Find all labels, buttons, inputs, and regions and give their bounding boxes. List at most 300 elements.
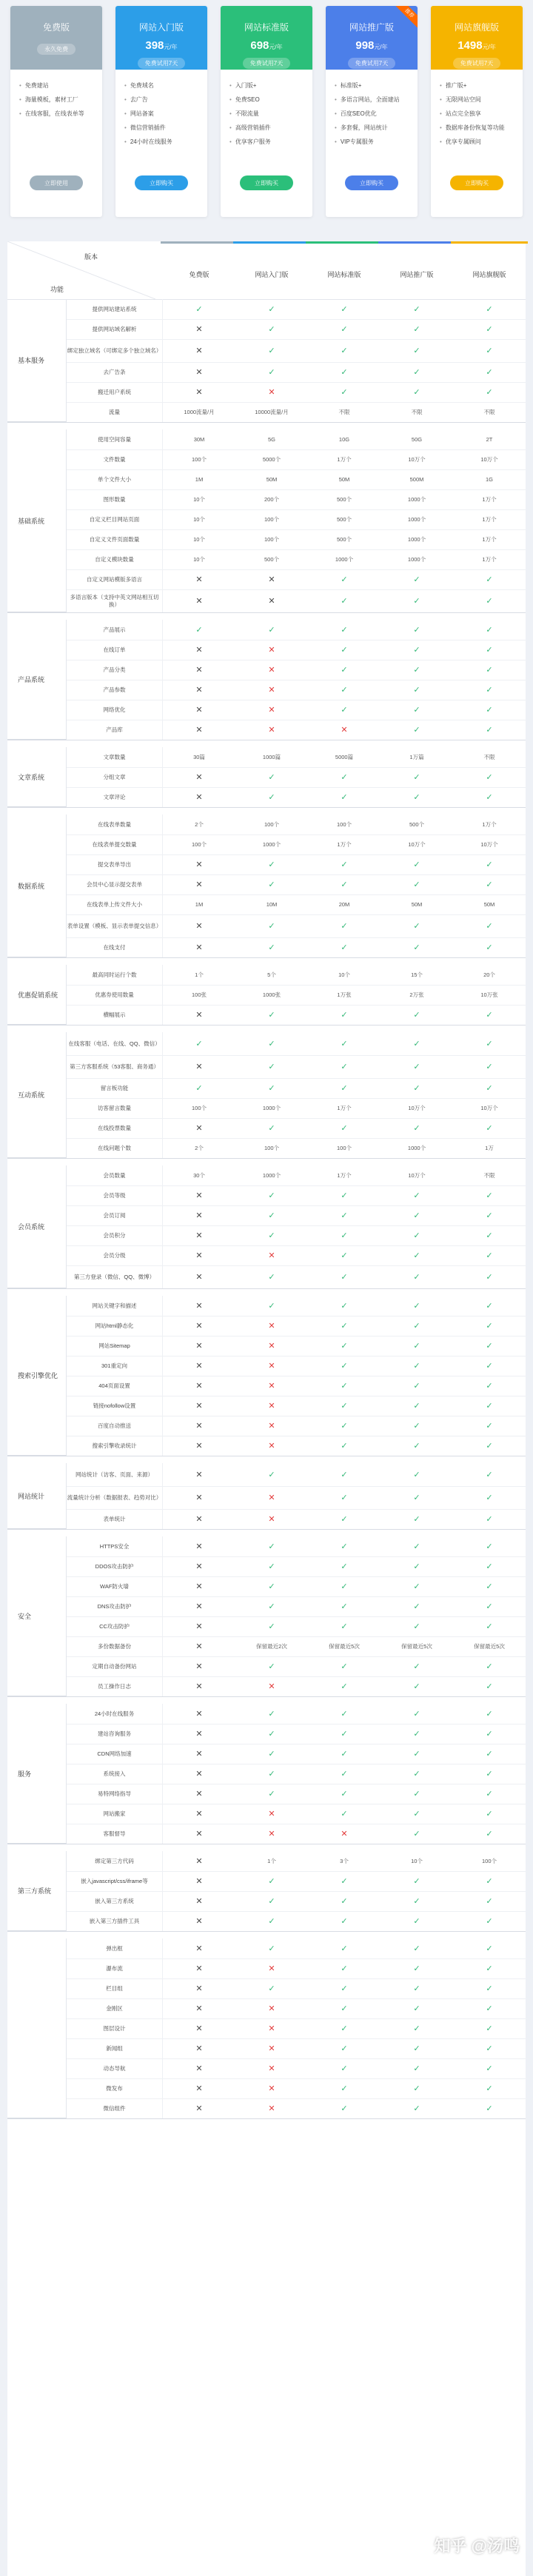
table-cell: 30篇 [193, 754, 205, 760]
feature-name: 自定义模块数量 [67, 549, 163, 569]
check-icon: ✓ [413, 597, 420, 606]
check-icon: ✓ [486, 860, 493, 869]
cross-icon: ✕ [195, 773, 203, 782]
table-row [67, 1636, 526, 1657]
table-cell [453, 620, 526, 640]
table-cell [381, 569, 453, 589]
group-divider [7, 957, 526, 958]
check-icon: ✓ [486, 646, 493, 655]
plan-name: 网站旗舰版 [454, 22, 499, 33]
check-icon: ✓ [486, 1964, 493, 1973]
check-icon: ✓ [413, 1790, 420, 1799]
table-cell [308, 914, 381, 937]
table-cell [163, 1576, 235, 1596]
table-row [67, 549, 526, 570]
table-cell [308, 854, 381, 874]
feature-name: 绑定独立域名（可绑定多个独立域名） [67, 339, 163, 362]
table-cell [163, 854, 235, 874]
check-icon: ✓ [486, 922, 493, 931]
table-cell: 5G [267, 436, 275, 443]
check-icon: ✓ [268, 773, 275, 782]
table-cell: 500个 [409, 821, 424, 828]
table-row [67, 1005, 526, 1026]
feature-name: 会员订阅 [67, 1205, 163, 1225]
table-cell [235, 362, 308, 382]
plan-feature: • 标准版+ [335, 78, 409, 93]
table-cell [381, 1356, 453, 1376]
table-cell [163, 1978, 235, 1998]
table-row [67, 1616, 526, 1637]
cross-icon: ✕ [195, 2084, 203, 2093]
table-cell: 100个 [191, 841, 207, 848]
check-icon: ✓ [413, 773, 420, 782]
table-cell [381, 299, 453, 319]
feature-name: 网站统计（访客、页面、来源） [67, 1463, 163, 1486]
column-header: 网站推广版 [400, 271, 434, 278]
table-cell [453, 2078, 526, 2098]
plan-feature: • 多套餐，网站统计 [335, 121, 409, 135]
table-row [67, 787, 526, 808]
table-cell [453, 874, 526, 894]
table-cell: 10个 [193, 536, 205, 543]
check-icon: ✓ [341, 666, 348, 675]
group-label: 第三方系统 [7, 1851, 67, 1931]
table-cell [163, 319, 235, 339]
table-cell [453, 1225, 526, 1245]
plan-tag: 免费试用7天 [453, 58, 500, 69]
table-cell [163, 2038, 235, 2058]
table-cell [235, 1055, 308, 1078]
table-cell: 1万篇 [409, 754, 424, 760]
cross-red-icon: ✕ [268, 1682, 275, 1691]
cross-icon: ✕ [195, 706, 203, 715]
table-cell: 5000篇 [335, 754, 354, 760]
table-cell [308, 2078, 381, 2098]
cross-icon: ✕ [195, 1770, 203, 1779]
table-cell [163, 1744, 235, 1764]
table-cell [235, 1436, 308, 1456]
table-cell [308, 1804, 381, 1824]
table-cell [235, 1998, 308, 2018]
table-cell [453, 299, 526, 319]
check-icon: ✓ [486, 1362, 493, 1371]
table-row [67, 814, 526, 835]
table-cell [163, 1556, 235, 1576]
table-cell [381, 1871, 453, 1891]
check-icon: ✓ [486, 1382, 493, 1391]
plan-feature: • 不限流量 [229, 107, 304, 121]
feature-name: 产品展示 [67, 620, 163, 640]
table-cell: 50G [411, 436, 423, 443]
table-cell [163, 1245, 235, 1265]
table-cell [235, 854, 308, 874]
check-icon: ✓ [341, 2024, 348, 2033]
cross-icon: ✕ [195, 1211, 203, 1220]
table-row [67, 1978, 526, 1999]
table-cell: 1万个 [482, 821, 497, 828]
table-row [67, 1871, 526, 1892]
table-cell [453, 1509, 526, 1529]
table-cell [163, 339, 235, 362]
table-cell [235, 1958, 308, 1978]
table-row [67, 2038, 526, 2059]
check-icon: ✓ [413, 1582, 420, 1591]
cross-icon: ✕ [195, 1830, 203, 1839]
table-row [67, 1556, 526, 1577]
cross-icon: ✕ [195, 347, 203, 355]
cross-icon: ✕ [195, 1402, 203, 1411]
plan-buy-button[interactable]: 立即购买 [345, 175, 398, 190]
check-icon: ✓ [413, 1302, 420, 1311]
check-icon: ✓ [413, 1515, 420, 1524]
table-cell [308, 2098, 381, 2118]
plan-feature: • 海量模板，素材工厂 [19, 93, 93, 107]
table-cell [308, 339, 381, 362]
table-cell: 10个 [193, 496, 205, 503]
table-cell: 不限 [483, 1172, 495, 1179]
plan-buy-button[interactable]: 立即购买 [240, 175, 293, 190]
table-row [67, 429, 526, 450]
table-cell [381, 854, 453, 874]
check-icon: ✓ [486, 1231, 493, 1240]
table-cell: 1G [485, 476, 493, 483]
group-label: 产品系统 [7, 620, 67, 740]
plan-buy-button[interactable]: 立即购买 [135, 175, 188, 190]
table-cell: 1万个 [482, 536, 497, 543]
cross-icon: ✕ [195, 1362, 203, 1371]
table-cell: 3个 [340, 1858, 349, 1864]
table-cell [453, 854, 526, 874]
check-icon: ✓ [341, 686, 348, 695]
table-cell [163, 1536, 235, 1556]
check-icon: ✓ [486, 1422, 493, 1431]
cross-icon: ✕ [195, 597, 203, 606]
table-cell [235, 1724, 308, 1744]
table-cell [163, 1851, 235, 1871]
table-cell [308, 1911, 381, 1931]
check-icon: ✓ [413, 1493, 420, 1502]
cross-icon: ✕ [195, 1562, 203, 1571]
cross-icon: ✕ [195, 880, 203, 889]
table-cell [381, 1005, 453, 1025]
table-cell [163, 1356, 235, 1376]
table-cell [235, 620, 308, 640]
feature-name: WAF防火墙 [67, 1576, 163, 1596]
check-icon: ✓ [413, 368, 420, 377]
table-cell [453, 937, 526, 957]
table-cell [453, 1704, 526, 1724]
check-icon: ✓ [413, 575, 420, 584]
feature-name: 在线客服（电话、在线、QQ、微信） [67, 1032, 163, 1055]
table-cell [381, 1185, 453, 1205]
table-row [67, 1676, 526, 1697]
check-icon: ✓ [268, 860, 275, 869]
table-cell [453, 1556, 526, 1576]
check-icon: ✓ [341, 1964, 348, 1973]
plan-name: 网站标准版 [244, 22, 289, 33]
table-row [67, 1245, 526, 1266]
table-cell [308, 1376, 381, 1396]
plan-feature: • 免费SEO [229, 93, 304, 107]
cross-red-icon: ✕ [268, 1402, 275, 1411]
check-icon: ✓ [413, 1402, 420, 1411]
check-icon: ✓ [413, 646, 420, 655]
column-header: 免费版 [189, 271, 209, 278]
table-row [67, 985, 526, 1006]
header-diagonal [7, 241, 155, 299]
check-icon: ✓ [486, 686, 493, 695]
table-cell [381, 1824, 453, 1844]
feature-name: 在线表单上传文件大小 [67, 894, 163, 914]
feature-name: 流量 [67, 402, 163, 422]
table-cell: 10000流量/月 [255, 409, 289, 415]
check-icon: ✓ [413, 1984, 420, 1993]
group-divider [7, 1158, 526, 1159]
plan-feature-list [221, 78, 312, 149]
table-row [67, 449, 526, 470]
table-cell [453, 1265, 526, 1288]
cross-icon: ✕ [195, 1642, 203, 1651]
table-cell [453, 569, 526, 589]
table-cell [453, 1871, 526, 1891]
cross-icon: ✕ [195, 1877, 203, 1886]
cross-icon: ✕ [195, 1710, 203, 1719]
table-cell [163, 1336, 235, 1356]
check-icon: ✓ [413, 1342, 420, 1351]
table-cell [453, 1784, 526, 1804]
check-icon: ✓ [341, 597, 348, 606]
table-cell [308, 299, 381, 319]
table-cell [453, 640, 526, 660]
cross-red-icon: ✕ [268, 1322, 275, 1331]
check-icon: ✓ [413, 1471, 420, 1479]
check-icon: ✓ [341, 1944, 348, 1953]
check-icon: ✓ [486, 773, 493, 782]
cross-icon: ✕ [195, 2104, 203, 2113]
table-cell [453, 1744, 526, 1764]
check-icon: ✓ [413, 347, 420, 355]
table-cell [381, 1376, 453, 1396]
feature-name: 嵌入第三方系统 [67, 1891, 163, 1911]
table-cell [453, 2058, 526, 2078]
check-icon: ✓ [341, 1730, 348, 1739]
check-icon: ✓ [341, 626, 348, 635]
plan-buy-button[interactable]: 立即使用 [30, 175, 83, 190]
table-cell [381, 1998, 453, 2018]
plan-feature: • 优享专属顾问 [440, 135, 514, 149]
table-row [67, 1576, 526, 1597]
cross-red-icon: ✕ [268, 1442, 275, 1451]
table-cell [235, 1078, 308, 1098]
table-cell: 1000个 [407, 556, 426, 563]
table-cell [235, 1376, 308, 1396]
table-cell: 1000个 [407, 1145, 426, 1151]
table-cell [308, 700, 381, 720]
table-cell [381, 660, 453, 680]
feature-name: 在线投票数量 [67, 1118, 163, 1138]
plan-name: 网站推广版 [349, 22, 394, 33]
cross-red-icon: ✕ [268, 726, 275, 735]
table-cell [453, 1078, 526, 1098]
check-icon: ✓ [486, 1084, 493, 1093]
table-cell [235, 1556, 308, 1576]
cross-icon: ✕ [195, 1251, 203, 1260]
check-icon: ✓ [268, 793, 275, 802]
check-icon: ✓ [341, 1493, 348, 1502]
check-icon: ✓ [486, 1402, 493, 1411]
table-cell [381, 1958, 453, 1978]
table-cell [453, 1396, 526, 1416]
cross-icon: ✕ [195, 1442, 203, 1451]
table-cell [308, 1463, 381, 1486]
table-cell [163, 1416, 235, 1436]
cross-icon: ✕ [195, 368, 203, 377]
cross-red-icon: ✕ [268, 1493, 275, 1502]
table-cell: 不限 [411, 409, 423, 415]
check-icon: ✓ [268, 1124, 275, 1133]
table-cell [308, 1978, 381, 1998]
check-icon: ✓ [268, 1944, 275, 1953]
check-icon: ✓ [413, 726, 420, 735]
table-cell [381, 1032, 453, 1055]
table-cell: 100个 [264, 536, 279, 543]
table-cell: 10万个 [480, 1105, 498, 1111]
group-label: 数据系统 [7, 814, 67, 957]
table-row [67, 589, 526, 613]
table-row [67, 1205, 526, 1226]
check-icon: ✓ [413, 325, 420, 334]
check-icon: ✓ [486, 2104, 493, 2113]
table-cell [308, 2058, 381, 2078]
table-cell [308, 1118, 381, 1138]
cross-icon: ✕ [195, 1515, 203, 1524]
check-icon: ✓ [268, 1582, 275, 1591]
check-icon: ✓ [268, 1750, 275, 1759]
table-cell: 100个 [191, 1105, 207, 1111]
table-cell [308, 1396, 381, 1416]
table-cell [381, 1764, 453, 1784]
table-cell [381, 1596, 453, 1616]
check-icon: ✓ [413, 1542, 420, 1551]
check-icon: ✓ [486, 1515, 493, 1524]
table-cell: 1万个 [482, 516, 497, 523]
check-icon: ✓ [413, 1944, 420, 1953]
table-cell [235, 1118, 308, 1138]
table-cell: 10万个 [408, 1172, 426, 1179]
check-icon: ✓ [486, 2024, 493, 2033]
table-cell [163, 1596, 235, 1616]
check-icon: ✓ [413, 1877, 420, 1886]
table-cell [308, 1265, 381, 1288]
table-cell [453, 767, 526, 787]
table-cell [453, 1336, 526, 1356]
check-icon: ✓ [268, 1877, 275, 1886]
check-icon: ✓ [341, 1810, 348, 1819]
table-row [67, 1891, 526, 1912]
plan-card [326, 6, 418, 217]
check-icon: ✓ [341, 1302, 348, 1311]
table-cell [453, 1185, 526, 1205]
cross-red-icon: ✕ [268, 2084, 275, 2093]
feature-name: 定期自动备份网站 [67, 1656, 163, 1676]
table-cell [163, 1265, 235, 1288]
feature-name: 文章评论 [67, 787, 163, 807]
table-cell [163, 2098, 235, 2118]
check-icon: ✓ [268, 305, 275, 314]
cross-icon: ✕ [195, 1944, 203, 1953]
table-cell: 500个 [336, 536, 352, 543]
table-cell [381, 1463, 453, 1486]
check-icon: ✓ [268, 1011, 275, 1020]
check-icon: ✓ [341, 368, 348, 377]
table-cell: 1万个 [482, 556, 497, 563]
table-cell [163, 1871, 235, 1891]
plan-feature-list [431, 78, 523, 149]
check-icon: ✓ [486, 1602, 493, 1611]
check-icon: ✓ [268, 1662, 275, 1671]
plan-feature: • 百度SEO优化 [335, 107, 409, 121]
feature-name: 客服督导 [67, 1824, 163, 1844]
table-row [67, 299, 526, 320]
table-cell: 10个 [338, 971, 350, 978]
table-cell: 1000流量/月 [184, 409, 215, 415]
plan-feature: • 数据库备份恢复等功能 [440, 121, 514, 135]
check-icon: ✓ [341, 1662, 348, 1671]
table-cell [235, 299, 308, 319]
table-cell: 100个 [264, 1145, 279, 1151]
table-cell [381, 1225, 453, 1245]
cross-red-icon: ✕ [268, 2064, 275, 2073]
table-cell: 1万张 [337, 991, 352, 998]
table-cell [235, 339, 308, 362]
table-row [67, 1958, 526, 1979]
table-row [67, 489, 526, 510]
table-cell [453, 1245, 526, 1265]
column-accent-bar [378, 241, 455, 244]
table-row [67, 509, 526, 530]
plan-price-unit: 元/年 [164, 44, 178, 50]
check-icon: ✓ [486, 575, 493, 584]
feature-name: 产品库 [67, 720, 163, 740]
table-cell [235, 1265, 308, 1288]
check-icon: ✓ [486, 1790, 493, 1799]
table-row [67, 914, 526, 938]
table-cell: 20个 [483, 971, 495, 978]
table-cell [381, 1265, 453, 1288]
group-divider [7, 1931, 526, 1932]
table-cell [235, 2018, 308, 2038]
feature-name: 第三方登录（微信、QQ、微博） [67, 1265, 163, 1288]
table-cell: 100个 [336, 821, 352, 828]
table-cell: 1000篇 [262, 754, 281, 760]
plan-buy-button[interactable]: 立即购买 [450, 175, 503, 190]
table-cell [308, 1205, 381, 1225]
check-icon: ✓ [268, 922, 275, 931]
table-cell: 不限 [483, 409, 495, 415]
table-cell [381, 1296, 453, 1316]
column-accent-bar [233, 241, 310, 244]
plan-price-unit: 元/年 [482, 44, 496, 50]
check-icon: ✓ [341, 1084, 348, 1093]
check-icon: ✓ [413, 922, 420, 931]
table-cell [163, 914, 235, 937]
check-icon: ✓ [413, 1562, 420, 1571]
check-icon: ✓ [413, 1273, 420, 1282]
feature-name: 会员分级 [67, 1245, 163, 1265]
table-cell: 20M [338, 901, 350, 908]
table-cell [235, 787, 308, 807]
group-label: 互动系统 [7, 1032, 67, 1158]
